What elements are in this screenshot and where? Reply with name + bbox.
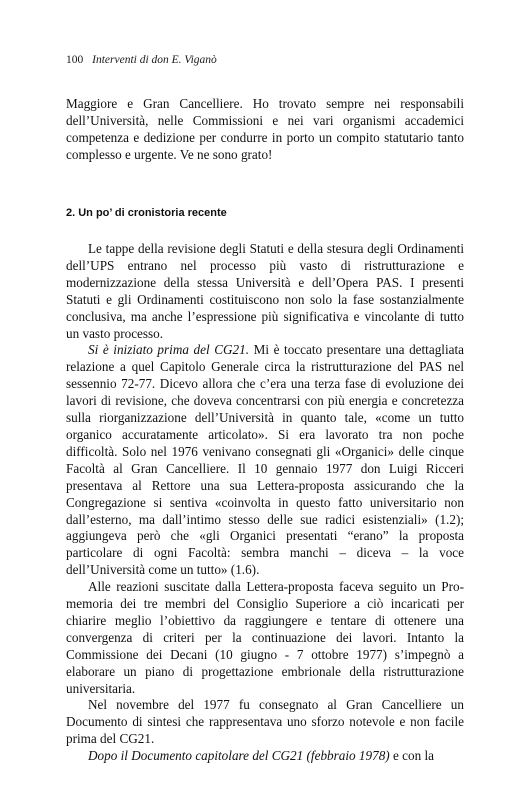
- paragraph-1: [66, 241, 464, 342]
- section-heading: 2. Un po’ di cronistoria recente: [66, 207, 227, 219]
- running-header: [66, 54, 217, 66]
- paragraph-5-lead: Dopo il Documento capitolare del CG21 (febbraio 1978): [88, 748, 390, 764]
- paragraph-1-text: Le tappe della revisione degli Statuti e della stesura degli Ordinamenti dell’UPS entrano nel processo più vasto di ristrutturazione e modernizzazione della stessa Università e dell’Opera PAS. I presenti Statuti e gli Ordinamenti costituiscono non solo la fase sostanzialmente conclusiva, ma anche l’espressione più significativa e vincolante di tutto un vasto processo.: [66, 241, 464, 341]
- running-title: Interventi di don E. Viganò: [92, 54, 217, 66]
- paragraph-4: [66, 697, 464, 748]
- paragraph-5-text: e con la: [389, 748, 434, 764]
- paragraph-2: [66, 342, 464, 579]
- paragraph-5: [66, 748, 464, 765]
- intro-paragraph-block: [66, 96, 464, 164]
- section-body: [66, 241, 464, 765]
- paragraph-3-text: Alle reazioni suscitate dalla Lettera-proposta faceva seguito un Pro-memoria dei tre membri del Consiglio Superiore a ciò incaricati per chiarire meglio l’obiettivo da raggiungere e tentare di ottenere una convergenza di criteri per la continuazione dei lavori. Intanto la Commissione dei Decani (10 giugno - 7 ottobre 1977) s’impegnò a elaborare un piano di progettazione embrionale della ristrutturazione universitaria.: [66, 579, 464, 696]
- paragraph-3: [66, 579, 464, 697]
- paragraph-2-text: Mi è toccato presentare una dettagliata relazione a quel Capitolo Generale circa la ristrutturazione del PAS nel sessennio 72-77. Dicevo allora che c’era una terza fase di evoluzione dei lavori di revisione, che doveva concentrarsi con più energia e concretezza sulla riorganizzazione dell’Università in quanto tale, «come un tutto organico accuratamente articolato». Si era lavorato tra non poche difficoltà. Solo nel 1976 venivano consegnati gli «Organici» delle cinque Facoltà al Gran Cancelliere. Il 10 gennaio 1977 don Luigi Ricceri presentava al Rettore una sua Lettera-proposta assicurando che la Congregazione si sentiva «coinvolta in questo fatto universitario non dall’esterno, ma dall’intimo stesso delle sue radici esistenziali» (1.2); aggiungeva però che «gli Organici presentati “erano” la proposta particolare di ogni Facoltà: sembra manchi – diceva – la voce dell’Università come un tutto» (1.6).: [66, 342, 464, 578]
- paragraph-2-lead: Si è iniziato prima del CG21.: [88, 342, 250, 358]
- paragraph-4-text: Nel novembre del 1977 fu consegnato al Gran Cancelliere un Documento di sintesi che rappresentava uno sforzo notevole e non facile prima del CG21.: [66, 697, 464, 747]
- intro-paragraph: Maggiore e Gran Cancelliere. Ho trovato sempre nei responsabili dell’Università, nelle Commissioni e nei vari organismi accademici competenza e dedizione per condurre in porto un compito statutario tanto complesso e urgente. Ve ne sono grato!: [66, 96, 464, 162]
- page-number: 100: [66, 54, 84, 66]
